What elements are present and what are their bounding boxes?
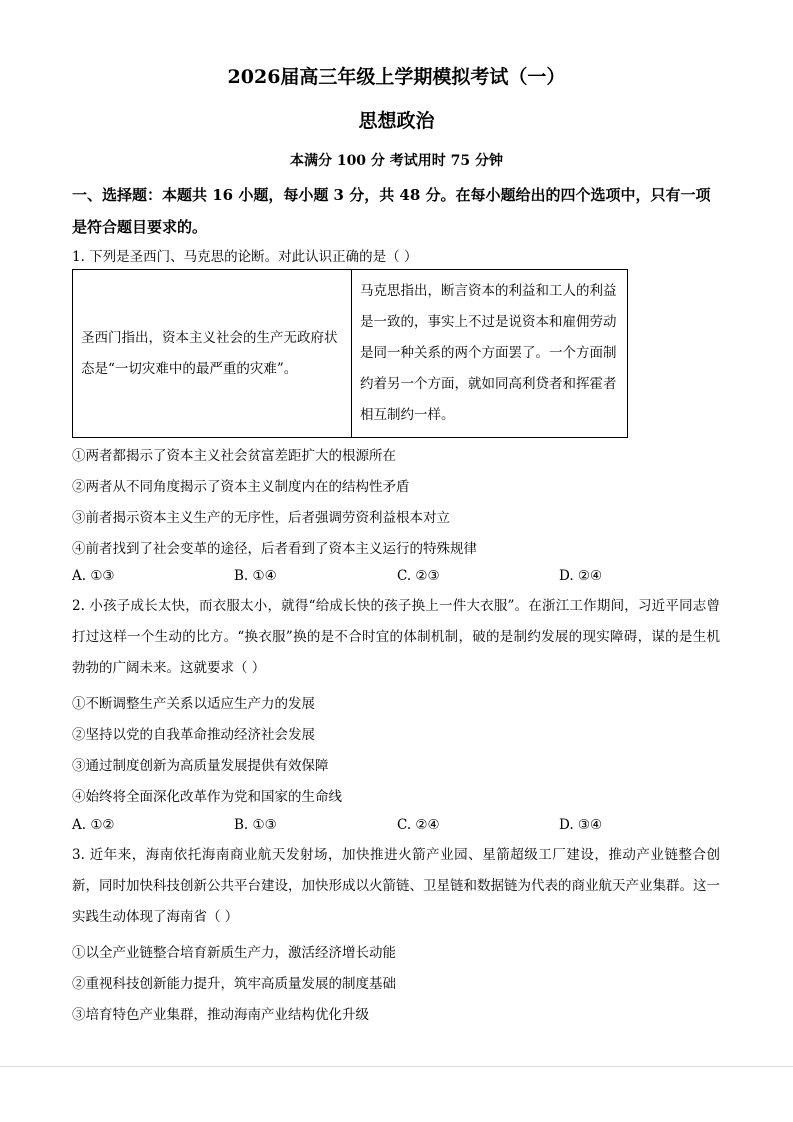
exam-title: 2026届高三年级上学期模拟考试（一） xyxy=(227,66,566,88)
q2-option-c[interactable]: C. ②④ xyxy=(397,817,440,833)
subject-title: 思想政治 xyxy=(358,110,435,132)
q2-statement-4: ④始终将全面深化改革作为党和国家的生命线 xyxy=(72,789,342,805)
q1-option-b[interactable]: B. ①④ xyxy=(234,568,277,584)
question-1-stem: 1. 下列是圣西门、马克思的论断。对此认识正确的是（ ） xyxy=(72,249,418,265)
q1-statement-3: ③前者揭示资本主义生产的无序性，后者强调劳资利益根本对立 xyxy=(72,510,450,526)
q3-statement-3: ③培育特色产业集群，推动海南产业结构优化升级 xyxy=(72,1007,369,1023)
quote-saint-simon: 圣西门指出，资本主义社会的生产无政府状态是“一切灾难中的最严重的灾难”。 xyxy=(73,270,352,438)
q1-option-d[interactable]: D. ②④ xyxy=(559,568,603,584)
q1-option-a[interactable]: A. ①③ xyxy=(72,568,115,584)
q2-option-a[interactable]: A. ①② xyxy=(72,817,115,833)
page-bottom-divider xyxy=(0,1066,793,1067)
section-heading: 一、选择题：本题共 16 小题，每小题 3 分，共 48 分。在每小题给出的四个选项中，只有一项是符合题目要求的。 xyxy=(72,186,711,236)
question-3-stem: 3. 近年来，海南依托海南商业航天发射场，加快推进火箭产业园、星箭超级工厂建设，推动产业链整合创新，同时加快科技创新公共平台建设，加快形成以火箭链、卫星链和数据链为代表的商业航天产业集群。这一实践生动体现了海南省（ ） xyxy=(72,847,720,925)
q1-statement-4: ④前者找到了社会变革的途径，后者看到了资本主义运行的特殊规律 xyxy=(72,541,477,557)
q2-statement-1: ①不断调整生产关系以适应生产力的发展 xyxy=(72,696,315,712)
q1-statement-2: ②两者从不同角度揭示了资本主义制度内在的结构性矛盾 xyxy=(72,479,410,495)
q2-statement-2: ②坚持以党的自我革命推动经济社会发展 xyxy=(72,727,315,743)
q1-statement-1: ①两者都揭示了资本主义社会贫富差距扩大的根源所在 xyxy=(72,448,396,464)
q2-option-b[interactable]: B. ①③ xyxy=(234,817,277,833)
q2-statement-3: ③通过制度创新为高质量发展提供有效保障 xyxy=(72,758,329,774)
exam-info: 本满分 100 分 考试用时 75 分钟 xyxy=(289,153,504,169)
q1-option-c[interactable]: C. ②③ xyxy=(397,568,440,584)
quote-marx: 马克思指出，断言资本的利益和工人的利益是一致的，事实上不过是说资本和雇佣劳动是同一种关系的两个方面罢了。一个方面制约着另一个方面，就如同高利贷者和挥霍者相互制约一样。 xyxy=(352,270,628,438)
q3-statement-1: ①以全产业链整合培育新质生产力，激活经济增长动能 xyxy=(72,945,396,961)
q2-option-d[interactable]: D. ③④ xyxy=(559,817,603,833)
q3-statement-2: ②重视科技创新能力提升，筑牢高质量发展的制度基础 xyxy=(72,976,396,992)
question-2-stem: 2. 小孩子成长太快，而衣服太小，就得“给成长快的孩子换上一件大衣服”。在浙江工作期间，习近平同志曾打过这样一个生动的比方。“换衣服”换的是不合时宜的体制机制，破的是制约发展的现实障碍，谋的是生机勃勃的广阔未来。这就要求（ ） xyxy=(72,598,720,676)
question-1-quote-table xyxy=(72,269,628,438)
